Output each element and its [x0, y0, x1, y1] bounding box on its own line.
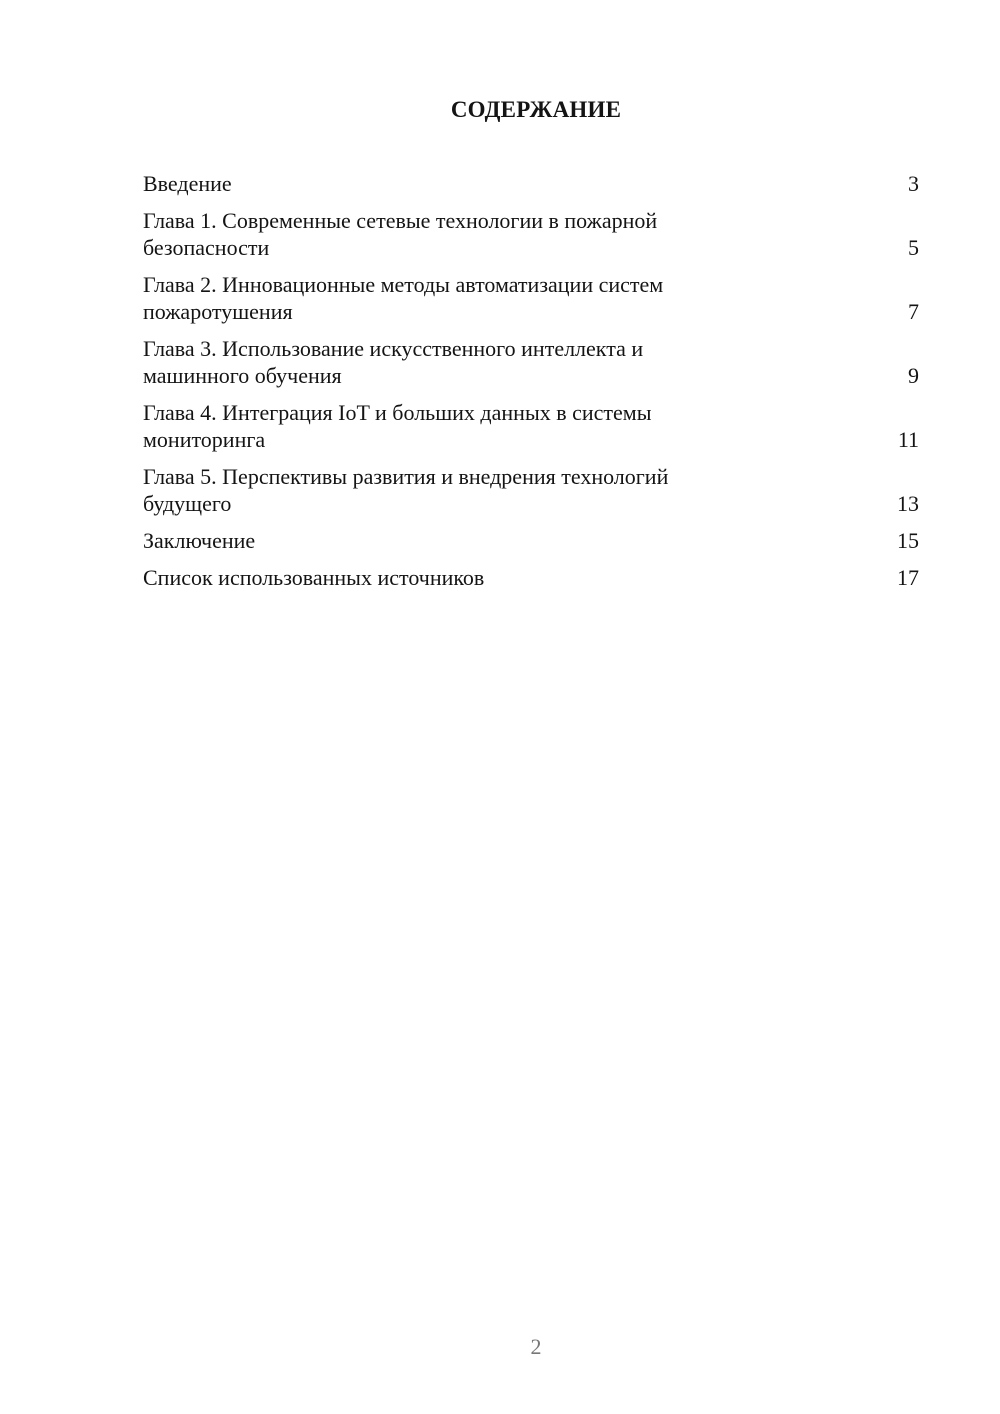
toc-entry-chapter-4: [143, 399, 919, 453]
toc-entry-text: Заключение: [143, 528, 256, 553]
toc-entry-page: 15: [897, 528, 919, 553]
toc-entry-chapter-2: [143, 271, 919, 325]
toc-entry-page: 17: [897, 565, 919, 590]
toc-list: [143, 170, 919, 601]
toc-entry-text: Глава 2. Инновационные методы автоматизации систем пожаротушения: [143, 272, 664, 324]
toc-entry-page: 7: [908, 299, 919, 324]
toc-entry-chapter-5: [143, 463, 919, 517]
toc-entry-text: Глава 1. Современные сетевые технологии в пожарной безопасности: [143, 208, 658, 260]
page-number: 2: [530, 1334, 542, 1359]
toc-entry-chapter-1: [143, 207, 919, 261]
toc-title: СОДЕРЖАНИЕ: [450, 97, 622, 122]
toc-entry-text: Глава 5. Перспективы развития и внедрения технологий будущего: [143, 464, 669, 516]
toc-entry-page: 11: [897, 427, 919, 452]
toc-entry-references: [143, 564, 919, 591]
toc-entry-chapter-3: [143, 335, 919, 389]
toc-entry-page: 3: [908, 171, 919, 196]
toc-entry-page: 13: [897, 491, 919, 516]
toc-entry-conclusion: [143, 527, 919, 554]
toc-entry-text: Введение: [143, 171, 232, 196]
toc-entry-page: 5: [908, 235, 919, 260]
toc-entry-text: Глава 3. Использование искусственного интеллекта и машинного обучения: [143, 336, 644, 388]
toc-entry-introduction: [143, 170, 919, 197]
toc-entry-text: Глава 4. Интеграция IoT и больших данных в системы мониторинга: [143, 400, 652, 452]
toc-entry-text: Список использованных источников: [143, 565, 485, 590]
toc-entry-page: 9: [908, 363, 919, 388]
